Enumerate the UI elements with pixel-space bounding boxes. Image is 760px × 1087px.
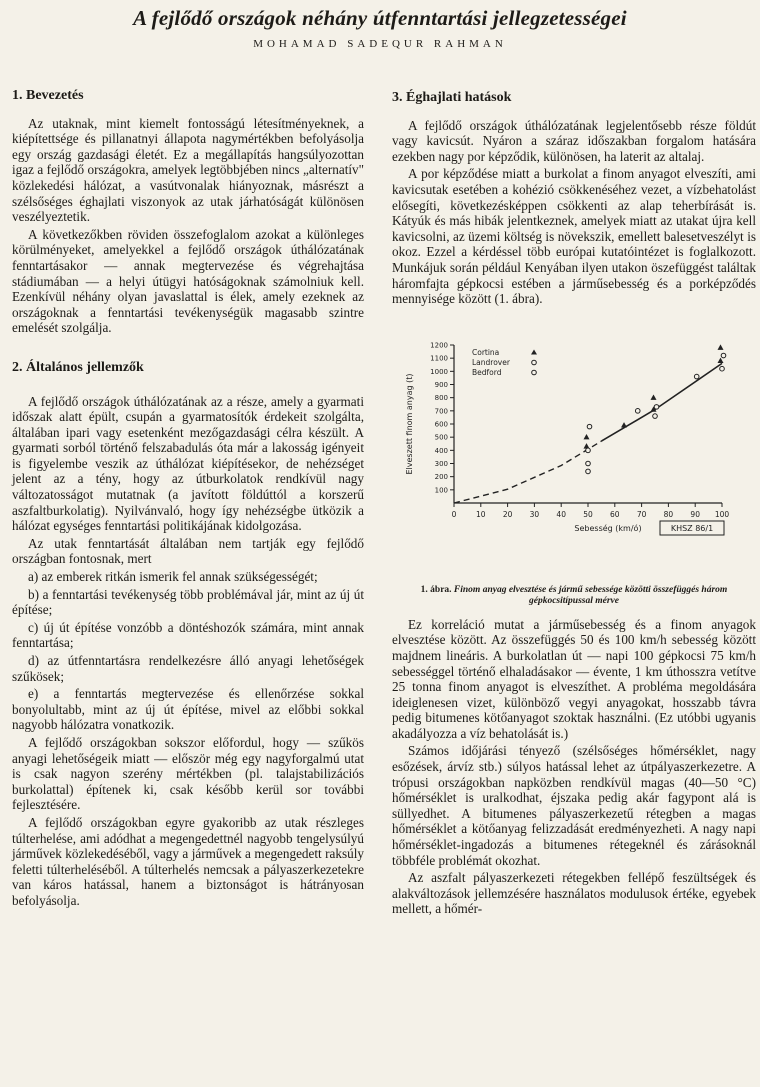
figure-caption: [392, 585, 756, 607]
x-axis-label: Sebesség (km/ó): [574, 523, 642, 533]
climate-paragraph: Az aszfalt pályaszerkezeti rétegekben fellépő feszültségek és alakváltozások jellemzésére használatos modulusok értéke, egyebek mellett, a hőmér-: [392, 870, 756, 917]
x-tick-label: 70: [636, 509, 647, 519]
data-point-cortina: [718, 357, 724, 362]
data-point-landrover: [653, 414, 658, 419]
legend-label: Bedford: [472, 367, 502, 377]
y-tick-label: 800: [434, 393, 448, 402]
x-tick-label: 30: [529, 509, 540, 519]
general-paragraph: A fejlődő országokban egyre gyakoribb az utak részleges túlterhelése, ami adódhat a megengedettnél nagyobb tengelysúlyú járművek közlekedéséből, vagy a járművek a megengedett raksúly feletti túlterheléséből. A túlterhelés nemcsak a pályaszerkezetekre van káros hatással, hanem a biztonságot is hátrányosan befolyásolja.: [12, 814, 364, 908]
list-item: b) a fenntartási tevékenység több problémával jár, mint az új út építése;: [12, 586, 364, 618]
x-tick-label: 60: [610, 509, 620, 519]
data-point-landrover: [586, 461, 591, 466]
data-point-cortina: [651, 394, 657, 399]
figure-caption-number: 1. ábra.: [420, 584, 452, 595]
list-item: e) a fenntartás megtervezése és ellenőrzése sokkal bonyolultabb, mint az új út építése, mivel az előbbi sokkal nagyobb hálózatra vonatkozik.: [12, 686, 364, 733]
list-item: c) új út építése vonzóbb a döntéshozók számára, mint annak fenntartása;: [12, 619, 364, 651]
x-tick-label: 40: [556, 509, 566, 519]
climate-paragraph: A fejlődő országok úthálózatának legjelentősebb része földút vagy kavicsút. Nyáron a száraz időszakban forgalom hatására ezekben nagy por képződik, különösen, ha laterit az altalaj.: [392, 117, 756, 164]
list-item: d) az útfenntartásra rendelkezésre álló anyagi lehetőségek szűkösek;: [12, 653, 364, 684]
data-point-bedford: [721, 353, 726, 358]
x-tick-label: 50: [583, 509, 593, 519]
y-tick-label: 200: [434, 472, 448, 481]
author-name: MOHAMAD SADEQUR RAHMAN: [253, 38, 507, 50]
x-tick-label: 10: [476, 509, 486, 519]
general-paragraph: A fejlődő országokban sokszor előfordul, hogy — szűkös anyagi lehetőségeik miatt — először még egy nagyforgalmú utat is csak nagyon szerény mértékben (pl. talajstabilizációs burkolattal) építenek ki, csak később kerül sor további fejlesztésére.: [12, 734, 364, 813]
right-column: [392, 90, 756, 919]
intro-paragraph: A következőkben röviden összefoglalom azokat a különleges körülményeket, amelyekkel a fejlődő országok úthálózatának fenntartásakor — annak megtervezése és végrehajtása stádiumában — a helyi útügyi hatóságoknak számolniuk kell. Ezenkívül néhány olyan javaslattal is élek, amely ezeknek az országoknak a fenntartási tevékenységük magasabb szintre emelését szolgálja.: [12, 226, 364, 336]
intro-paragraph: Az utaknak, mint kiemelt fontosságú létesítményeknek, a kiépítettsége és pillanatnyi állapota nagymértékben befolyásolja egy ország gazdasági életét. Ez a megállapítás hangsúlyozottan igaz a fejlődő országokra, amelyek legtöbbjében nincs „alternatív" közlekedési hálózat, a vasútvonalak hiányoznak, másrészt a szélsőséges éghajlati viszonyok az utak járhatóságát különösen veszélyeztetik.: [12, 115, 364, 225]
climate-paragraph: A por képződése miatt a burkolat a finom anyagot elveszíti, ami kavicsutak esetében a kohézió csökkenéséhez vezet, a vízbehatolást elősegíti, következésképpen csökkenti az alap teherbírását is. Kátyúk és más hibák jelentkeznek, amelyek miatt az utakat újra kell kavicsolni, az üzemi költség is növekszik, emellett balesetveszélyt is okoz. Ezzel a kérdéssel több európai kutatóintézet is foglalkozott. Munkájuk során például Kenyában ilyen utakon öszefüggést találtak háromfajta gépkocsi estében a járműsebesség és a porképződés mennyisége között (1. ábra).: [392, 166, 756, 307]
y-tick-label: 1100: [430, 354, 448, 363]
figure-stamp: KHSZ 86/1: [670, 523, 714, 533]
general-paragraph: Az utak fenntartását általában nem tartják egy fejlődő országban fontosnak, mert: [12, 535, 364, 567]
y-tick-label: 100: [434, 486, 448, 495]
y-tick-label: 1000: [430, 367, 448, 376]
data-point-bedford: [694, 374, 699, 379]
x-tick-label: 80: [663, 509, 674, 519]
data-point-bedford: [587, 424, 592, 429]
y-tick-label: 500: [434, 433, 448, 442]
x-tick-label: 20: [502, 509, 513, 519]
legend-marker: [532, 370, 537, 375]
x-tick-label: 90: [690, 509, 700, 519]
legend-label: Cortina: [472, 347, 500, 357]
x-tick-label: 100: [714, 509, 730, 519]
article-title: A fejlődő országok néhány útfenntartási jellegzetességei: [133, 6, 627, 30]
data-point-landrover: [586, 448, 591, 453]
list-item: a) az emberek ritkán ismerik fel annak szükségességét;: [28, 569, 318, 585]
y-tick-label: 1200: [430, 341, 448, 350]
trend-line-solid: [601, 363, 722, 441]
general-paragraph: A fejlődő országok úthálózatának az a része, amely a gyarmati időszak alatt épült, csupán a gyarmatosítók érdekeit szolgálta, általában ipari vagy esetenként mezőgazdasági célra készült. A gyarmati sorból történő felszabadulás óta már a lakosság igényeit is figyelembe veszik az úthálózat kiépítésekor, de nehézséget jelent az a tény, hogy az útburkolatok rendkívül nagy változatosságot mutatnak (a javított földúttól a korszerű aszfaltburkolatig). Nyilvánvaló, hogy így nehézségbe ütközik a hálózat egységes fenntartási politikájának kidolgozása.: [12, 393, 364, 534]
figure-caption-text: Finom anyag elvesztése és jármű sebessége közötti összefüggés három gépkocsitípussal mérve: [453, 584, 728, 606]
y-tick-label: 400: [434, 446, 448, 455]
data-point-cortina: [584, 434, 590, 439]
climate-paragraph: Ez korreláció mutat a járműsebesség és a finom anyagok elvesztése között. Az összefüggés 50 és 100 km/h sebesség között majdnem lineáris. A burkolatlan út — napi 100 gépkocsi 75 km/h sebességgel történő elhaladásakor — évente, 1 km úthosszra vetítve 25 tonna finom anyagot is elveszíthet. A probléma megoldására ideiglenesen vizet, különböző vegyi anyagokat, hosszabb távra pedig bitumenes kötőanyagot szoktak használni. (Ez utóbbi ugyanis akadályozza a víz behatolását is.): [392, 616, 756, 741]
left-column: [12, 88, 364, 911]
legend-label: Landrover: [472, 357, 510, 367]
x-tick-label: 0: [451, 509, 457, 519]
data-point-landrover: [720, 366, 725, 371]
section-heading-general: 2. Általános jellemzők: [12, 359, 144, 375]
legend-marker: [532, 360, 537, 365]
data-point-landrover: [586, 469, 591, 474]
data-point-bedford: [654, 404, 659, 409]
trend-line-dashed: [454, 441, 601, 503]
section-heading-climate: 3. Éghajlati hatások: [392, 90, 512, 105]
speed-loss-chart: [392, 333, 756, 583]
y-tick-label: 900: [434, 380, 448, 389]
y-tick-label: 300: [434, 459, 448, 468]
y-tick-label: 700: [434, 407, 448, 416]
climate-paragraph: Számos időjárási tényező (szélsőséges hőmérséklet, nagy esőzések, árvíz stb.) súlyos hatással lehet az útpályaszerkezetre. A trópusi országokban napközben rendkívül magas (40—50 °C) hőmérséklet is uralkodhat, éjszaka pedig akár fagypont alá is süllyedhet. A bitumenes pályaszerkezetű rétegben a magas hőmérséklet a kötőanyag felizzadását eredményezheti. A nagy napi hőmérséklet-ingadozás a bitumenes rétegeknél és zárásoknál többféle problémát okozhat.: [392, 743, 756, 868]
figure-1: [392, 333, 756, 583]
y-tick-label: 600: [434, 420, 448, 429]
data-point-bedford: [635, 408, 640, 413]
data-point-cortina: [621, 422, 627, 427]
legend-marker: [531, 349, 537, 354]
y-axis-label: Elveszett finom anyag (t): [405, 373, 414, 475]
data-point-cortina: [718, 344, 724, 349]
section-heading-intro: 1. Bevezetés: [12, 88, 84, 103]
